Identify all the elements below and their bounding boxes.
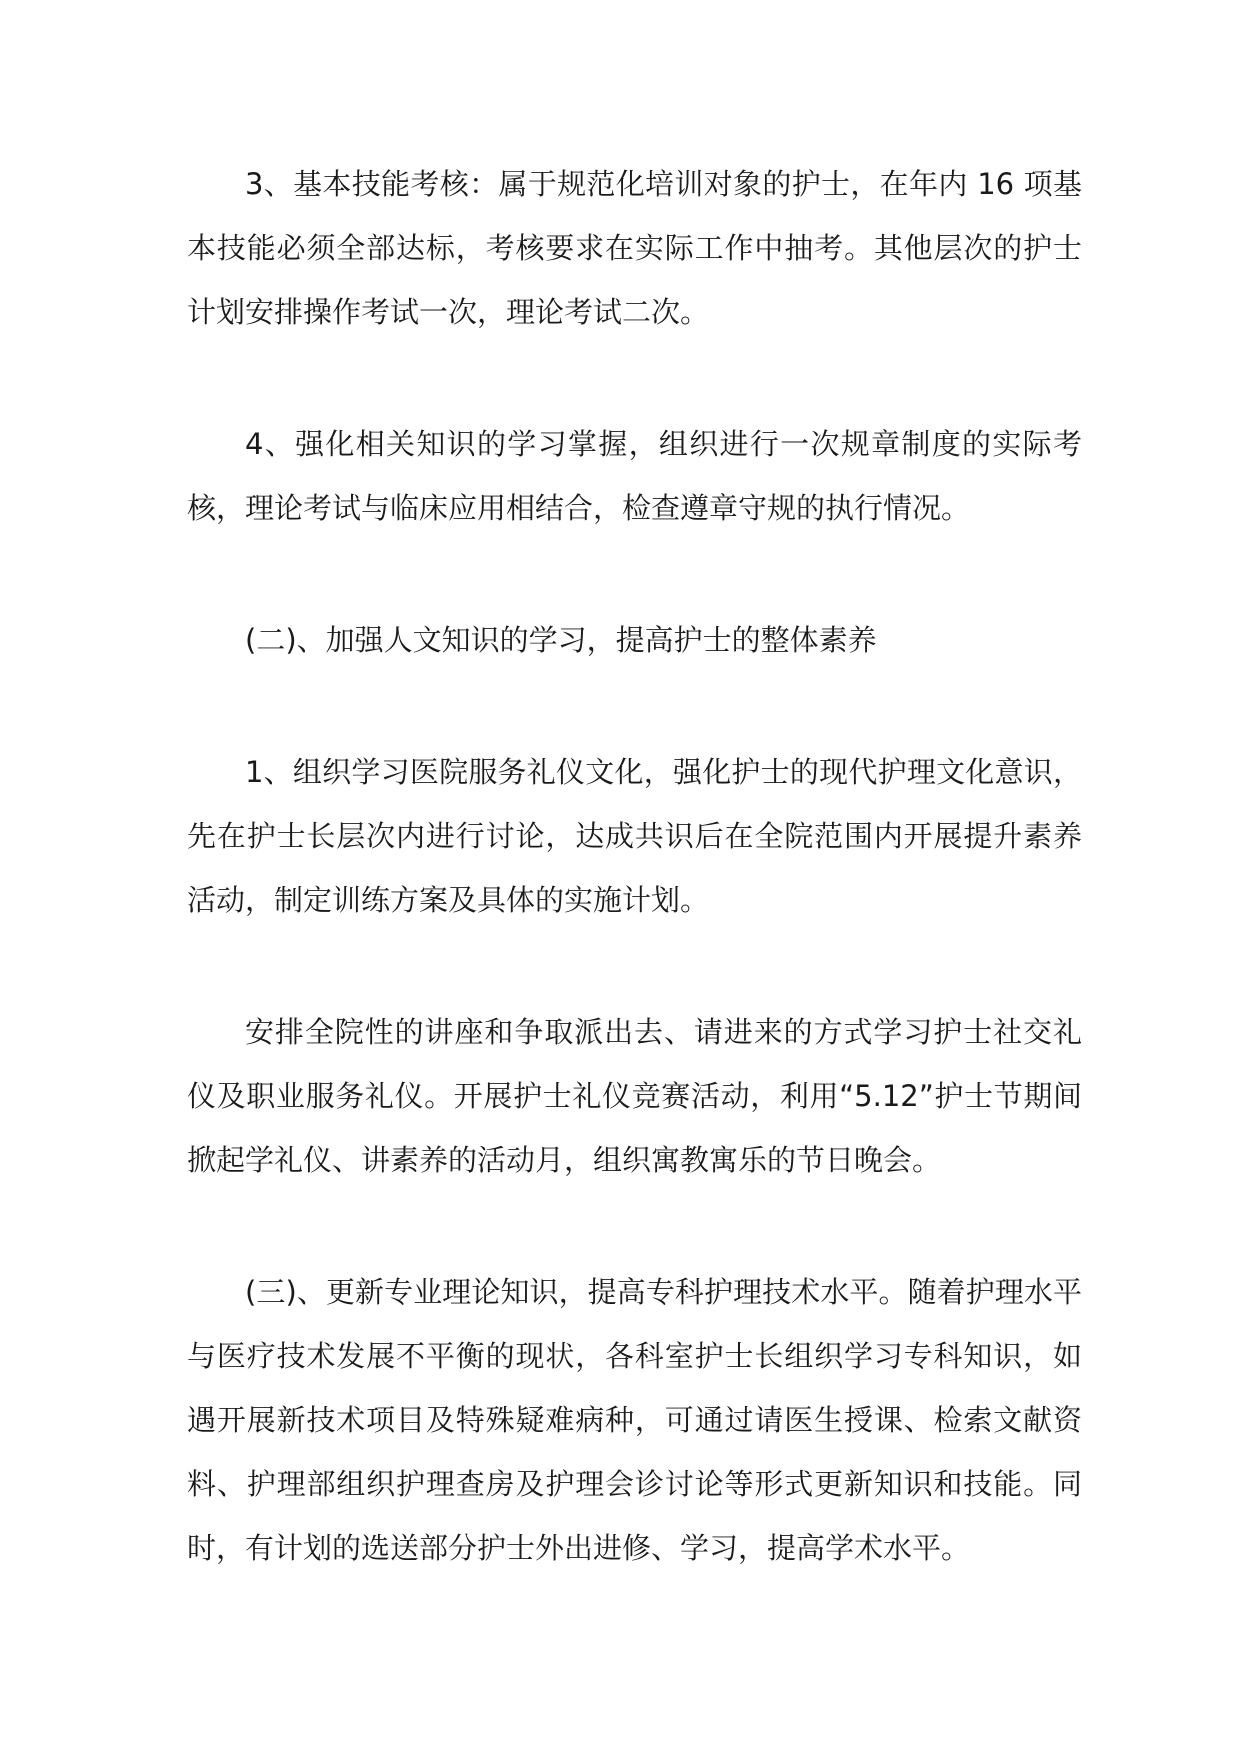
document-body [187,152,1082,1580]
paragraph-knowledge-mastery: 4、强化相关知识的学习掌握，组织进行一次规章制度的实际考核，理论考试与临床应用相结合，检查遵章守规的执行情况。 [187,427,1082,525]
paragraph-etiquette-culture: 1、组织学习医院服务礼仪文化，强化护士的现代护理文化意识，先在护士长层次内进行讨论，达成共识后在全院范围内开展提升素养活动，制定训练方案及具体的实施计划。 [187,755,1082,917]
paragraph-etiquette-activities: 安排全院性的讲座和争取派出去、请进来的方式学习护士社交礼仪及职业服务礼仪。开展护士礼仪竞赛活动，利用“5.12”护士节期间掀起学礼仪、讲素养的活动月，组织寓教寓乐的节日晚会。 [187,1015,1082,1177]
paragraph-professional-knowledge: (三)、更新专业理论知识，提高专科护理技术水平。随着护理水平与医疗技术发展不平衡的现状，各科室护士长组织学习专科知识，如遇开展新技术项目及特殊疑难病种，可通过请医生授课、检索文献资料、护理部组织护理查房及护理会诊讨论等形式更新知识和技能。同时，有计划的选送部分护士外出进修、学习，提高学术水平。 [187,1275,1082,1565]
paragraph-basic-skills-assessment: 3、基本技能考核：属于规范化培训对象的护士，在年内 16 项基本技能必须全部达标，考核要求在实际工作中抽考。其他层次的护士计划安排操作考试一次，理论考试二次。 [187,167,1082,329]
section-heading-humanities: (二)、加强人文知识的学习，提高护士的整体素养 [245,623,877,657]
